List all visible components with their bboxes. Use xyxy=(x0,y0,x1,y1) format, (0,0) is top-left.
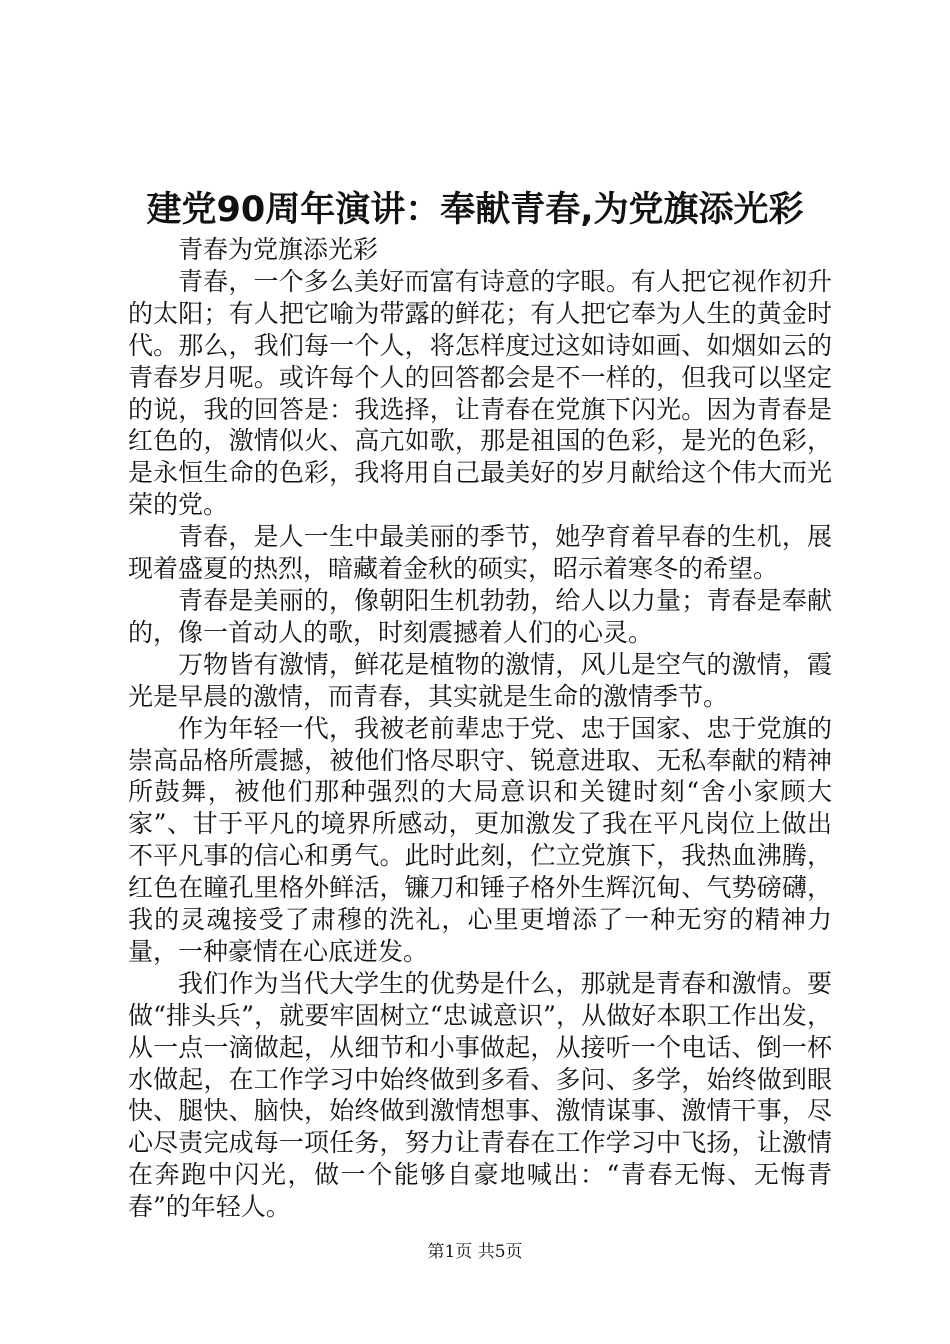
paragraph: 青春，是人一生中最美丽的季节，她孕育着早春的生机，展现着盛夏的热烈，暗藏着金秋的硕实，昭示着寒冬的希望。 xyxy=(128,522,832,584)
document-subtitle: 青春为党旗添光彩 xyxy=(178,235,379,264)
page-number-footer: 第1页 共5页 xyxy=(427,1242,523,1262)
document-body xyxy=(128,234,832,1223)
paragraph: 青春是美丽的，像朝阳生机勃勃，给人以力量；青春是奉献的，像一首动人的歌，时刻震撼着人们的心灵。 xyxy=(128,585,832,647)
paragraph: 万物皆有激情，鲜花是植物的激情，风儿是空气的激情，霞光是早晨的激情，而青春，其实就是生命的激情季节。 xyxy=(128,649,832,711)
paragraph: 我们作为当代大学生的优势是什么，那就是青春和激情。要做“排头兵”，就要牢固树立“忠诚意识”，从做好本职工作出发，从一点一滴做起，从细节和小事做起，从接听一个电话、倒一杯水做起，在工作学习中始终做到多看、多问、多学，始终做到眼快、腿快、脑快，始终做到激情想事、激情谋事、激情干事，尽心尽责完成每一项任务，努力让青春在工作学习中飞扬，让激情在奔跑中闪光，做一个能够自豪地喊出：“青春无悔、无悔青春”的年轻人。 xyxy=(128,968,832,1222)
paragraph: 青春，一个多么美好而富有诗意的字眼。有人把它视作初升的太阳；有人把它喻为带露的鲜花；有人把它奉为人生的黄金时代。那么，我们每一个人，将怎样度过这如诗如画、如烟如云的青春岁月呢。或许每个人的回答都会是不一样的，但我可以坚定的说，我的回答是：我选择，让青春在党旗下闪光。因为青春是红色的，激情似火、高亢如歌，那是祖国的色彩，是光的色彩，是永恒生命的色彩，我将用自己最美好的岁月献给这个伟大而光荣的党。 xyxy=(128,266,832,520)
paragraph: 作为年轻一代，我被老前辈忠于党、忠于国家、忠于党旗的崇高品格所震撼，被他们恪尽职守、锐意进取、无私奉献的精神所鼓舞，被他们那种强烈的大局意识和关键时刻“舍小家顾大家”、甘于平凡的境界所感动，更加激发了我在平凡岗位上做出不平凡事的信心和勇气。此时此刻，伫立党旗下，我热血沸腾，红色在瞳孔里格外鲜活，镰刀和锤子格外生辉沉甸、气势磅礴，我的灵魂接受了肃穆的洗礼，心里更增添了一种无穷的精神力量，一种豪情在心底迸发。 xyxy=(128,713,832,966)
document-title: 建党90周年演讲：奉献青春,为党旗添光彩 xyxy=(146,190,804,230)
